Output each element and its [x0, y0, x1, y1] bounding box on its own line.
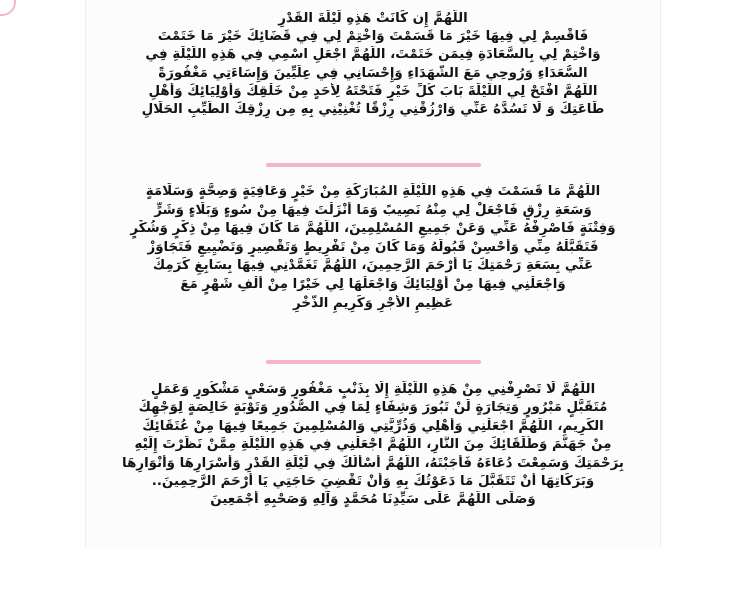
dua-line: وَاجْعَلْنِي فِيهَا مِنْ أَوْلِيَائِكَ وَاجْعَلْهَا لِي خَيْرًا مِنْ أَلْفِ شَهْرٍ مَعَ	[180, 276, 566, 292]
dua-line: فَاقْسِمْ لِي فِيهَا خَيْرَ مَا قَسَمْتَ وَاخْتِمْ لِي فِي قَضَائِكَ خَيْرَ مَا خَتَمْتَ	[157, 29, 589, 45]
pink-divider	[266, 360, 481, 364]
dua-line: مُتَقَبَّلٍ مَبْرُورٍ وَتِجَارَةٍ لَنْ تَبُورَ وَشِفَاءٍ لِمَا فِي الصُّدُورِ وَتَوْبَةٍ خَالِصَةٍ لِوَجْهِكَ	[138, 400, 608, 416]
dua-line: السُّعَدَاءِ وَرُوحِي مَعَ الشُّهَدَاءِ وَإِحْسَانِي فِي عِلِّيِّينَ وَإِسَاءَتِي مَغْفُورَةً	[158, 65, 588, 81]
dua-card	[85, 0, 661, 547]
dua-line: مِنْ جَهَنَّمَ وَطُلَقَائِكَ مِنَ النَّارِ، اللَّهُمَّ اجْعَلْنِي فِي هَذِهِ اللَّيْلَةِ مِمَّنْ نَظَرْتَ إِلَيْهِ	[134, 437, 612, 453]
dua-line: عَنِّي بِسَعَةِ رَحْمَتِكَ يَا أَرْحَمَ الرَّحِمِينَ، اللَّهُمَّ تَغَمَّدْنِي فِيهَا بِسَابِغِ كَرَمِكَ	[152, 258, 594, 274]
dua-line: طَاعَتِكَ وَ لَا تَسُدَّهُ عَنِّي وَارْزُقْنِي رِزْقًا تُغْنِيْنِي بِهِ مِن رِزْقِكَ الطَّيِّبِ الحَلَالِ	[141, 102, 605, 118]
dua-line: اللَّهُمَّ افْتَحْ لِي اللَّيْلَةَ بَابَ كُلِّ خَيْرٍ فَتَحْتَهُ لِأَحَدٍ مِنْ خَلْقِكَ وَأَوْلِيَائِكَ وَأَهْلِ	[148, 83, 598, 99]
dua-section-3	[86, 381, 660, 510]
dua-section-1	[86, 10, 660, 119]
dua-line: وَفِتْنَةٍ فَاصْرِفْهُ عَنِّي وَعَنْ جَمِيعِ المُسْلِمِينَ، اللَّهُمَّ مَا كَانَ فِيهَا مِنْ ذِكْرٍ وَشُكْرٍ	[130, 221, 616, 237]
dua-line: الكَرِيمِ، اللَّهُمَّ اجْعَلْنِي وَأَهْلِي وَذُرِّيَّتِي وَالمُسْلِمِينَ جَمِيعًا فِيهَا مِنْ عُتَقَائِكَ	[142, 418, 604, 434]
dua-line: وَصَلَّى اللَّهُمَّ عَلَى سَيِّدِنَا مُحَمَّدٍ وَآلِهِ وَصَحْبِهِ أَجْمَعِينَ	[210, 492, 536, 508]
dua-line: اللَّهُمَّ لَا تَصْرِفْنِي مِنْ هَذِهِ اللَّيْلَةِ إِلَّا بِذَنْبٍ مَغْفُورٍ وَسَعْيٍ مَشْكُورٍ وَعَمَلٍ	[150, 382, 596, 397]
dua-section-2	[86, 183, 660, 313]
dua-line: وَبَرَكَاتِهَا أَنْ تَتَقَبَّلَ مَا دَعَوْتُكَ بِهِ وَأَنْ تَقْضِيَ حَاجَتِي يَا أَرْحَمَ الرَّحِمِينَ..	[151, 474, 595, 490]
dua-line: عَظِيمِ الأَجْرِ وَكَرِيمِ الذُّخْرِ	[293, 295, 453, 311]
dua-line: اللَّهُمَّ مَا قَسَمْتَ فِي هَذِهِ اللَّيْلَةِ المُبَارَكَةِ مِنْ خَيْرٍ وَعَافِيَةٍ وَصِحَّةٍ وَسَلَامَةٍ	[145, 184, 601, 199]
corner-decoration	[0, 0, 16, 16]
dua-line: بِرَحْمَتِكَ وَسَمِعْتَ دُعَاءَهُ فَأَجَبْتَهُ، اللَّهُمَّ أَسْأَلُكَ فِي لَيْلَةِ القَدْرِ وَأَسْرَارِهَا وَأَنْوَارِهَا	[122, 455, 624, 471]
dua-line: وَسَعَةِ رِزْقٍ فَاجْعَلْ لِي مِنْهُ نَصِيبً وَمَا أَنْزَلْتَ فِيهَا مِنْ سُوءٍ وَبَلَاءٍ وَشَرٍّ	[154, 202, 592, 218]
dua-line: وَاخْتِمْ لِي بِالسَّعَادَةِ فِيمَن خَتَمْتَ، اللَّهُمَّ اجْعَلِ اسْمِي فِي هَذِهِ اللَّيْلَةِ فِي	[145, 47, 601, 63]
dua-line: فَتَقَبَّلْهُ مِنِّي وَأَحْسِنْ قَبُولَهُ وَمَا كَانَ مِنْ تَفْرِيطٍ وَتَقْصِيرٍ وَتَضْيِيعٍ فَتَجَاوَزْ	[147, 239, 599, 255]
pink-divider	[266, 163, 481, 167]
dua-line: اللَّهُمَّ إِن كَانَتْ هَذِهِ لَيْلَةَ القَدْرِ	[278, 11, 468, 26]
